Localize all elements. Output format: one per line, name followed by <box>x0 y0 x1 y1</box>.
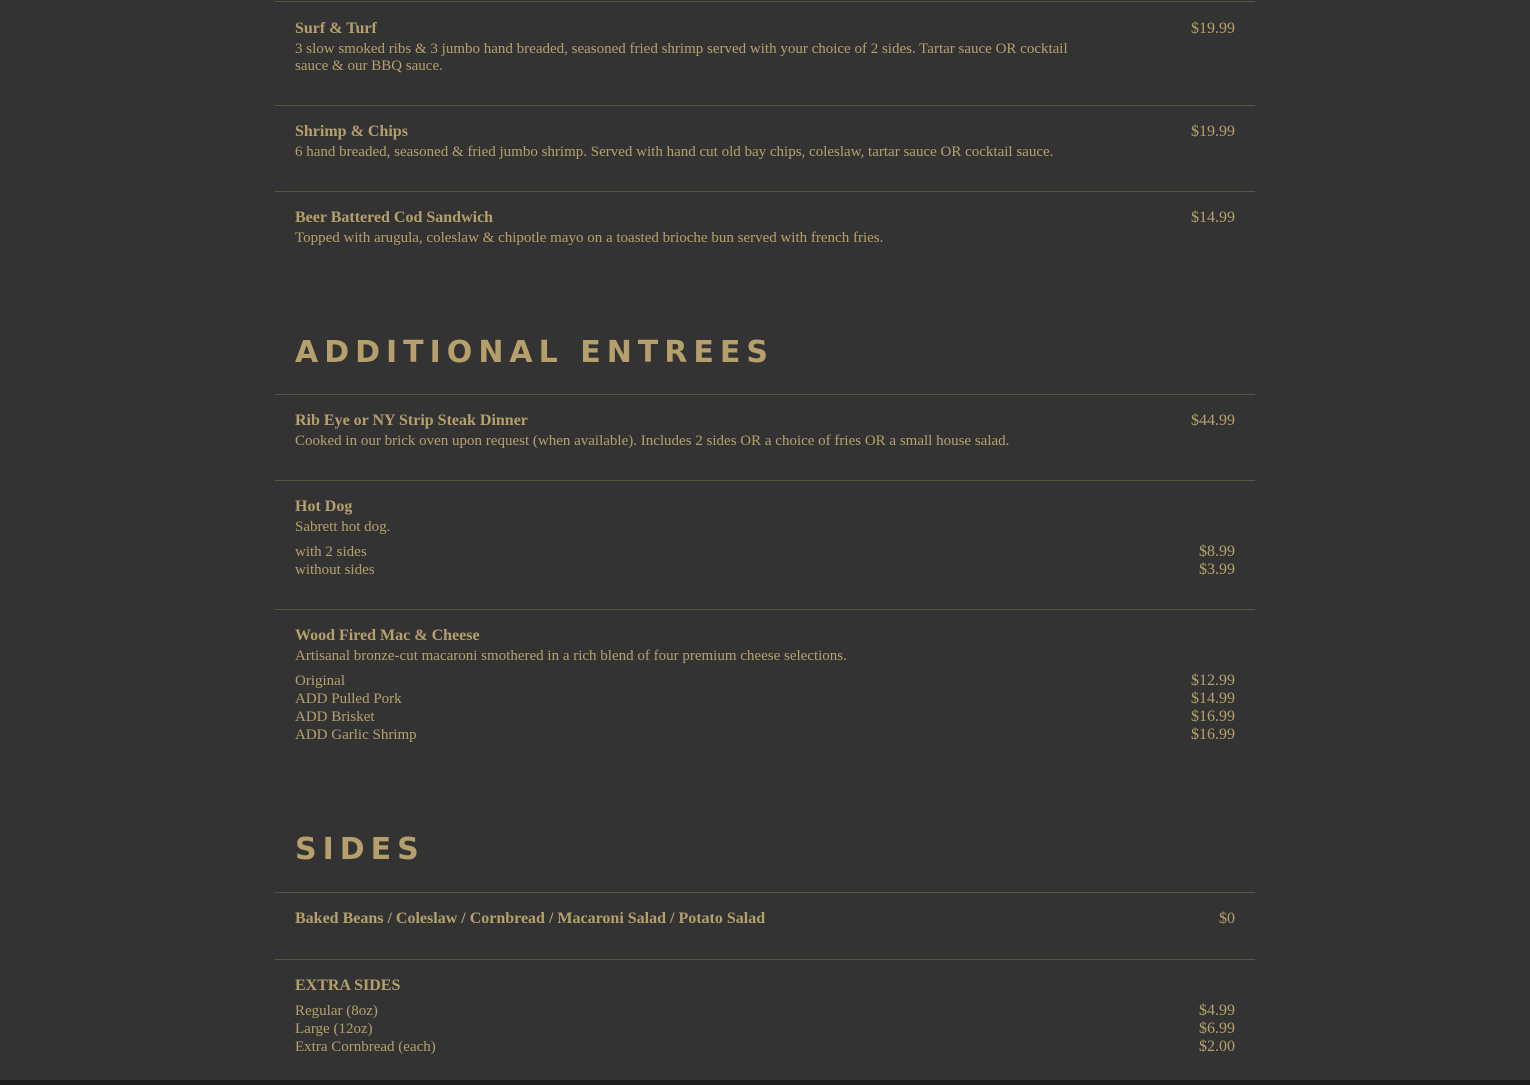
option-price: $4.99 <box>1199 1002 1235 1019</box>
item-title: Wood Fired Mac & Cheese <box>295 627 480 644</box>
item-options <box>295 543 1235 579</box>
option-label: Regular (8oz) <box>295 1003 378 1019</box>
option-label: without sides <box>295 562 375 578</box>
option-label: with 2 sides <box>295 544 367 560</box>
item-description: Sabrett hot dog. <box>295 519 391 535</box>
item-description: 6 hand breaded, seasoned & fried jumbo shrimp. Served with hand cut old bay chips, coleslaw, tartar sauce OR cocktail sauce. <box>295 144 1054 160</box>
section-title-sides: SIDES <box>295 832 425 867</box>
option-row <box>295 1038 1235 1056</box>
item-title: EXTRA SIDES <box>295 977 401 994</box>
option-row <box>295 1020 1235 1038</box>
menu-item-shrimp-chips <box>275 106 1255 161</box>
item-description: Cooked in our brick oven upon request (when available). Includes 2 sides OR a choice of fries OR a small house salad. <box>295 433 1010 449</box>
item-options <box>295 672 1235 744</box>
menu-content <box>275 0 1255 1056</box>
option-label: Extra Cornbread (each) <box>295 1039 436 1055</box>
option-price: $14.99 <box>1191 690 1235 707</box>
option-row <box>295 708 1235 726</box>
section-title-additional-entrees: ADDITIONAL ENTREES <box>295 335 774 370</box>
option-row <box>295 561 1235 579</box>
option-price: $3.99 <box>1199 561 1235 578</box>
item-description: Topped with arugula, coleslaw & chipotle mayo on a toasted brioche bun served with french fries. <box>295 230 884 246</box>
option-label: ADD Garlic Shrimp <box>295 727 417 743</box>
option-row <box>295 672 1235 690</box>
option-price: $8.99 <box>1199 543 1235 560</box>
option-row <box>295 1002 1235 1020</box>
item-title: Rib Eye or NY Strip Steak Dinner <box>295 412 528 429</box>
option-price: $6.99 <box>1199 1020 1235 1037</box>
menu-item-cod-sandwich <box>275 192 1255 247</box>
option-row <box>295 726 1235 744</box>
menu-item-hot-dog <box>275 481 1255 579</box>
option-row <box>295 690 1235 708</box>
menu-item-ribeye <box>275 395 1255 450</box>
option-price: $2.00 <box>1199 1038 1235 1055</box>
item-price: $14.99 <box>1191 209 1235 226</box>
item-price: $0 <box>1219 910 1235 927</box>
option-label: Large (12oz) <box>295 1021 373 1037</box>
item-title: Hot Dog <box>295 498 353 515</box>
item-price: $19.99 <box>1191 123 1235 140</box>
menu-item-surf-turf <box>275 2 1255 75</box>
item-title: Surf & Turf <box>295 20 377 37</box>
menu-item-sides <box>275 893 1255 929</box>
item-title: Shrimp & Chips <box>295 123 408 140</box>
option-price: $16.99 <box>1191 726 1235 743</box>
item-options <box>295 1002 1235 1056</box>
option-label: ADD Brisket <box>295 709 375 725</box>
option-row <box>295 543 1235 561</box>
menu-item-extra-sides <box>275 960 1255 1056</box>
option-label: ADD Pulled Pork <box>295 691 402 707</box>
option-price: $12.99 <box>1191 672 1235 689</box>
option-label: Original <box>295 673 345 689</box>
item-title: Baked Beans / Coleslaw / Cornbread / Macaroni Salad / Potato Salad <box>295 910 766 927</box>
item-description: Artisanal bronze-cut macaroni smothered in a rich blend of four premium cheese selections. <box>295 648 847 664</box>
menu-item-mac-cheese <box>275 610 1255 744</box>
item-title: Beer Battered Cod Sandwich <box>295 209 494 226</box>
option-price: $16.99 <box>1191 708 1235 725</box>
item-price: $44.99 <box>1191 412 1235 429</box>
item-description: 3 slow smoked ribs & 3 jumbo hand breaded, seasoned fried shrimp served with your choice of 2 sides. Tartar sauce OR cocktail sauce & our BBQ sauce. <box>295 41 1068 74</box>
item-price: $19.99 <box>1191 20 1235 37</box>
page-bottom-edge <box>0 1080 1530 1085</box>
